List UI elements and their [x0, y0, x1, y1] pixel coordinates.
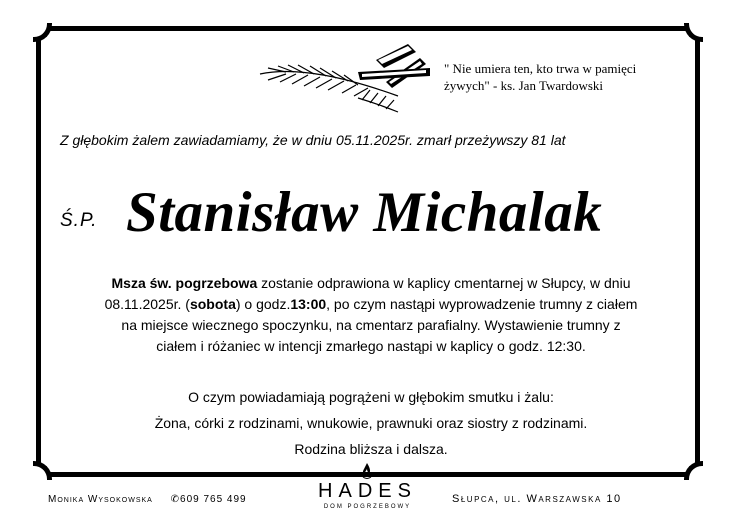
brand-name: HADES [318, 480, 417, 502]
logo-divider [373, 472, 431, 473]
closing-notice [60, 384, 682, 462]
quote-line: żywych" - ks. Jan Twardowski [444, 78, 604, 93]
footer-address: Słupca, ul. Warszawska 10 [452, 493, 622, 505]
closing-line: Rodzina bliższa i dalsza. [294, 441, 448, 457]
ceremony-line: Msza św. pogrzebowa zostanie odprawiona w kaplicy cmentarnej w Słupcy, w dniu [111, 275, 631, 291]
time-label: 13:00 [290, 296, 327, 312]
footer-contact [48, 494, 247, 505]
ceremony-line: na miejsce wiecznego spoczynku, na cmentarz parafialny. Wystawienie trumny z [121, 317, 621, 333]
cross-with-palm-icon [258, 38, 444, 116]
deceased-name: Stanisław Michalak [126, 181, 603, 244]
mass-label: Msza św. pogrzebowa [111, 275, 258, 291]
mourners-line: Żona, córki z rodzinami, wnukowie, prawnuki oraz siostry z rodzinami. [154, 415, 588, 431]
ceremony-line: 08.11.2025r. (sobota) o godz.13:00, po czym nastąpi wyprowadzenie trumny z ciałem [104, 296, 638, 312]
quote-line: " Nie umiera ten, kto trwa w pamięci [444, 61, 637, 76]
phone-number: ✆609 765 499 [170, 494, 247, 505]
agent-name: Monika Wysokowska [48, 494, 153, 505]
funeral-home-logo [300, 462, 435, 514]
sp-prefix: Ś.P. [60, 210, 98, 231]
day-label: sobota [189, 296, 236, 312]
logo-divider [304, 472, 362, 473]
announcement-intro: Z głębokim żalem zawiadamiamy, że w dniu 05.11.2025r. zmarł przeżywszy 81 lat [60, 132, 566, 148]
closing-line: O czym powiadamiają pogrążeni w głębokim smutku i żalu: [188, 389, 554, 405]
brand-subtitle: DOM POGRZEBOWY [323, 504, 412, 510]
ceremony-details [60, 273, 682, 357]
flame-icon [360, 462, 374, 480]
ceremony-line: ciałem i różaniec w intencji zmarłego nastąpi w kaplicy o godz. 12:30. [156, 338, 586, 354]
memorial-quote [444, 60, 694, 94]
